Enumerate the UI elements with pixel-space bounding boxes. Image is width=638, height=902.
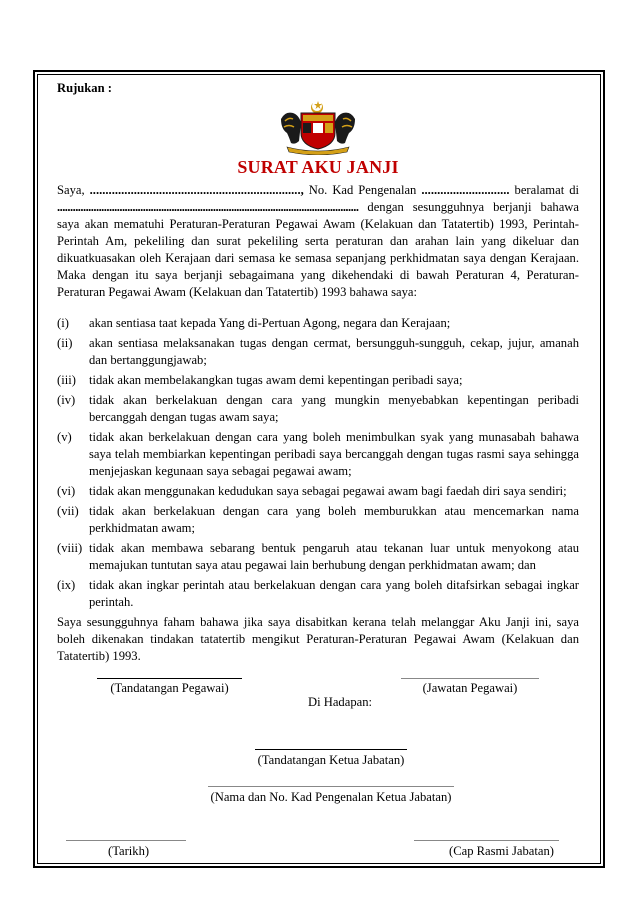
head-signature-block bbox=[255, 749, 407, 768]
officer-signature-line[interactable] bbox=[97, 678, 242, 679]
document-body bbox=[57, 80, 579, 678]
list-item: (iv) tidak akan berkelakuan dengan cara yang mungkin menyebabkan kepentingan peribadi bercanggah dengan tugas awam saya; bbox=[57, 393, 579, 424]
list-item: (ii) akan sentiasa melaksanakan tugas dengan cermat, bersungguh-sungguh, cekap, jujur, amanah dan bertanggungjawab; bbox=[57, 336, 579, 367]
head-name-line[interactable] bbox=[208, 786, 454, 787]
head-name-block bbox=[208, 786, 454, 805]
head-name-label: (Nama dan No. Kad Pengenalan Ketua Jabatan) bbox=[210, 790, 452, 804]
head-signature-line[interactable] bbox=[255, 749, 407, 750]
date-line[interactable] bbox=[66, 840, 186, 841]
list-item: (i) akan sentiasa taat kepada Yang di-Pertuan Agong, negara dan Kerajaan; bbox=[57, 316, 451, 330]
position-block bbox=[401, 678, 539, 696]
intro-line-1: Saya, ..................................................................., No. Kad Pengenalan ............................ beralamat di bbox=[57, 183, 579, 197]
officer-signature-block bbox=[97, 678, 242, 696]
position-label: (Jawatan Pegawai) bbox=[422, 681, 518, 695]
position-line[interactable] bbox=[401, 678, 539, 679]
name-blank[interactable]: ..................................................................., bbox=[89, 183, 304, 197]
stamp-label: (Cap Rasmi Jabatan) bbox=[449, 844, 554, 858]
list-item: (ix) tidak akan ingkar perintah atau berkelakuan dengan cara yang boleh ditafsirkan sebagai ingkar perintah. bbox=[57, 578, 579, 609]
list-item: (vii) tidak akan berkelakuan dengan cara yang boleh memburukkan atau mencemarkan nama perkhidmatan awam; bbox=[57, 504, 579, 535]
address-blank[interactable]: .................................................................................................................... bbox=[57, 200, 359, 214]
officer-signature-label: (Tandatangan Pegawai) bbox=[110, 681, 229, 695]
reference-label: Rujukan : bbox=[57, 81, 112, 95]
list-item: (viii) tidak akan membawa sebarang bentuk pengaruh atau tekanan luar untuk menyokong atau memajukan tuntutan saya atau pegawai lain berhubung dengan perkhidmatan awam; dan bbox=[57, 541, 579, 572]
date-block bbox=[66, 840, 186, 859]
pledge-list bbox=[57, 315, 579, 611]
list-item: (v) tidak akan berkelakuan dengan cara yang boleh menimbulkan syak yang munasabah bahawa saya telah membiarkan kepentingan peribadi saya bercanggah dengan tugas rasmi saya sehingga menjejaskan kegunaan saya sebagai pegawai awam; bbox=[57, 430, 579, 478]
before-label: Di Hadapan: bbox=[308, 695, 372, 709]
document-title: SURAT AKU JANJI bbox=[237, 157, 399, 177]
list-item: (vi) tidak akan menggunakan kedudukan saya sebagai pegawai awam bagi faedah diri saya sendiri; bbox=[57, 484, 567, 498]
stamp-block bbox=[414, 840, 559, 859]
head-signature-label: (Tandatangan Ketua Jabatan) bbox=[257, 753, 405, 767]
list-item: (iii) tidak akan membelakangkan tugas awam demi kepentingan peribadi saya; bbox=[57, 373, 463, 387]
coat-of-arms-icon bbox=[273, 99, 363, 155]
ic-number-blank[interactable]: ............................ bbox=[421, 183, 510, 197]
intro-paragraph: .................................................................................................................... dengan sesungguhnya berjanji bahawa saya akan mematuhi Peraturan-Peraturan Pegawai Awam (Kelakuan dan Tatatertib) 1993, Perintah-Perintah Am, pekeliling dan surat pekeliling serta peraturan dan arahan lain yang dikeluar dan dikuatkuasakan oleh Kerajaan dari semasa ke semasa sepanjang perkhidmatan saya dengan Kerajaan. Maka dengan itu saya berjanji sebagaimana yang dikehendaki di bawah Peraturan 4, Peraturan-Peraturan Pegawai Awam (Kelakuan dan Tatatertib) 1993 bahawa saya: bbox=[57, 200, 579, 299]
stamp-line[interactable] bbox=[414, 840, 559, 841]
date-label: (Tarikh) bbox=[108, 844, 150, 858]
closing-paragraph: Saya sesungguhnya faham bahawa jika saya disabitkan kerana telah melanggar Aku Janji ini, saya boleh dikenakan tindakan tatatertib mengikut Peraturan-Peraturan Pegawai Awam (Kelakuan dan Tatatertib) 1993. bbox=[57, 615, 579, 663]
